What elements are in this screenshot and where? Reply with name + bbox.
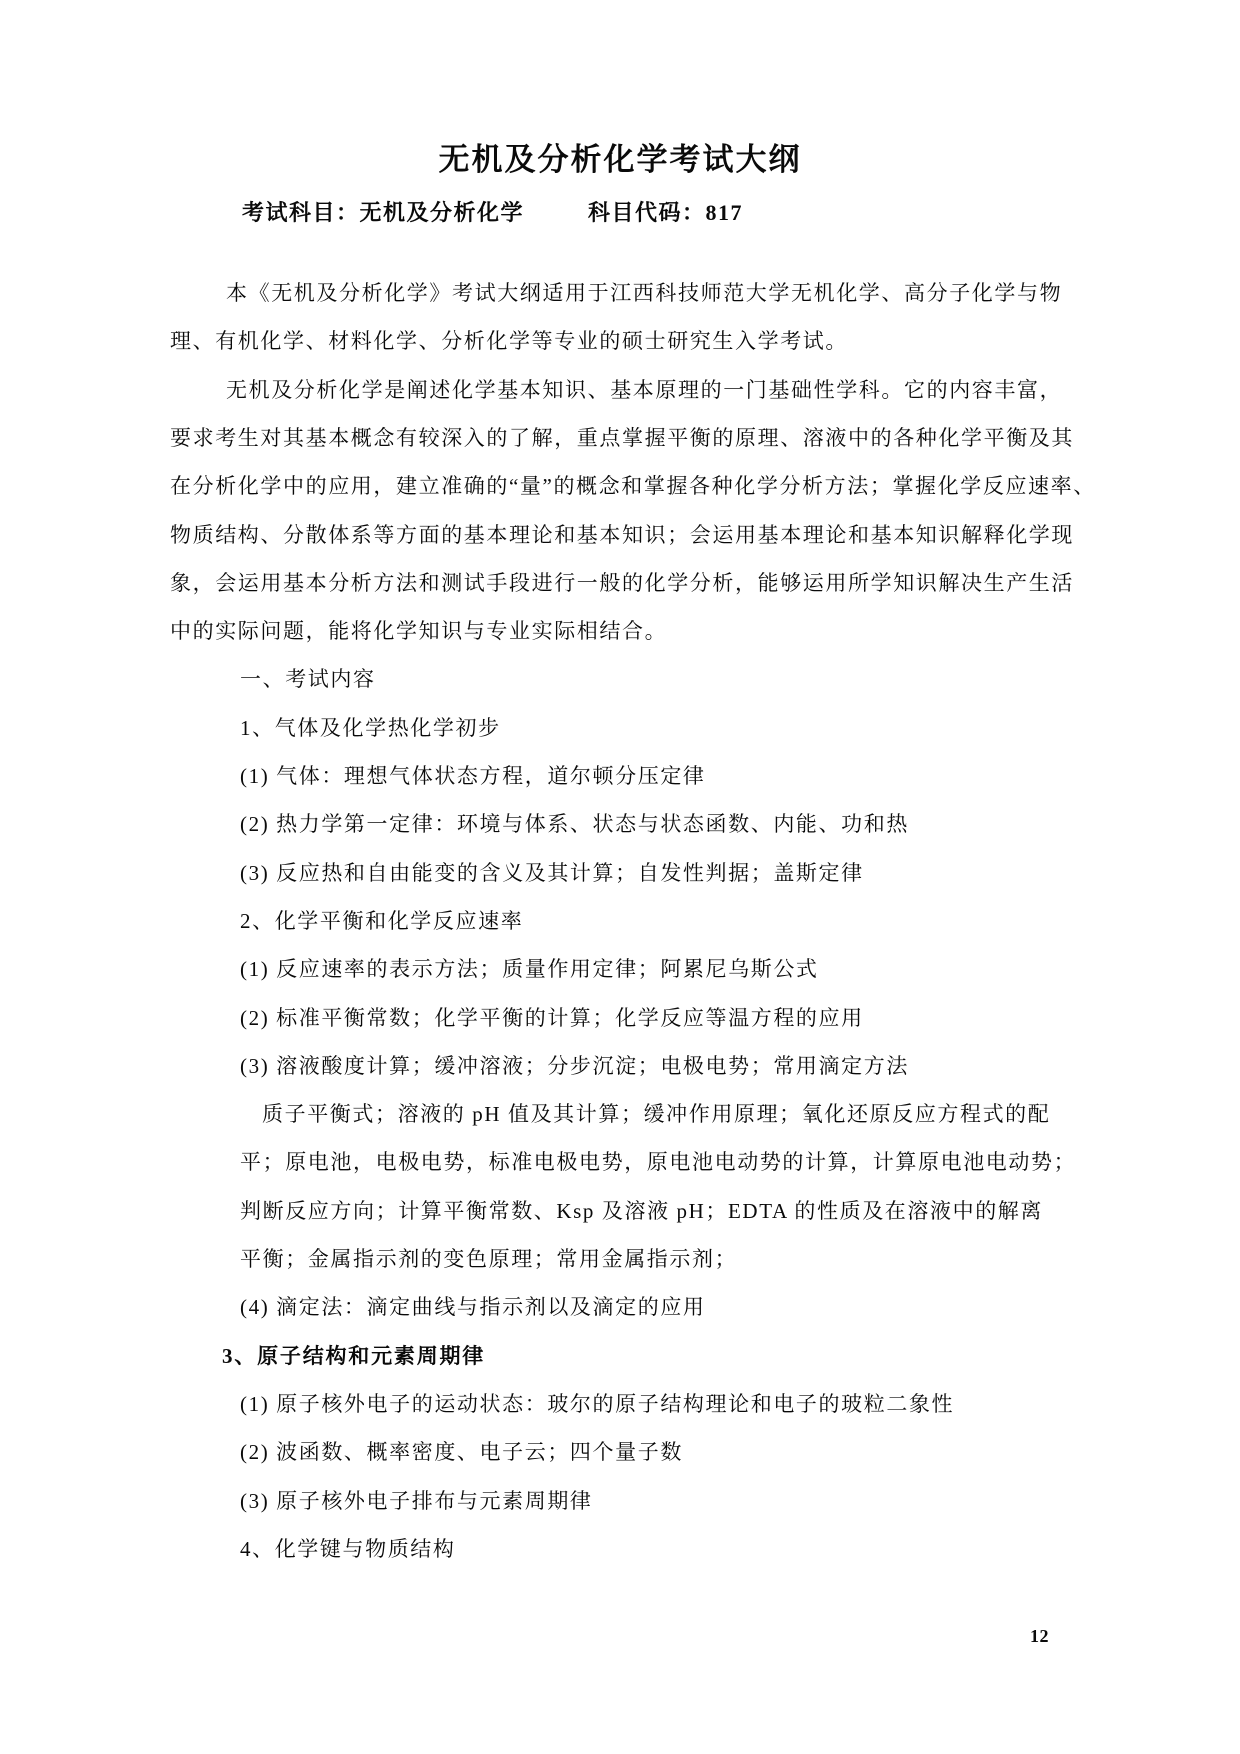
document-line: 象，会运用基本分析方法和测试手段进行一般的化学分析，能够运用所学知识解决生产生活: [170, 571, 1074, 595]
document-line: 4、化学键与物质结构: [240, 1537, 456, 1561]
document-line: (3) 原子核外电子排布与元素周期律: [240, 1489, 593, 1513]
document-line: (3) 溶液酸度计算；缓冲溶液；分步沉淀；电极电势；常用滴定方法: [240, 1054, 909, 1078]
subject-label: 考试科目：无机及分析化学: [242, 200, 525, 225]
document-line: (2) 标准平衡常数；化学平衡的计算；化学反应等温方程的应用: [240, 1006, 864, 1030]
document-line: (1) 反应速率的表示方法；质量作用定律；阿累尼乌斯公式: [240, 957, 819, 981]
document-line: (1) 原子核外电子的运动状态：玻尔的原子结构理论和电子的玻粒二象性: [240, 1392, 955, 1416]
document-line: 质子平衡式；溶液的 pH 值及其计算；缓冲作用原理；氧化还原反应方程式的配: [262, 1102, 1051, 1126]
subject-code-label: 科目代码：817: [588, 200, 744, 225]
document-line: (1) 气体：理想气体状态方程，道尔顿分压定律: [240, 764, 706, 788]
document-line: 平；原电池，电极电势，标准电极电势，原电池电动势的计算，计算原电池电动势；: [240, 1150, 1077, 1174]
document-line: (4) 滴定法：滴定曲线与指示剂以及滴定的应用: [240, 1295, 706, 1319]
document-line: 在分析化学中的应用，建立准确的“量”的概念和掌握各种化学分析方法；掌握化学反应速率、: [170, 474, 1096, 498]
document-line: 平衡；金属指示剂的变色原理；常用金属指示剂；: [240, 1247, 738, 1271]
document-line: 中的实际问题，能将化学知识与专业实际相结合。: [170, 619, 668, 643]
document-title: 无机及分析化学考试大纲: [438, 142, 802, 177]
document-line: (3) 反应热和自由能变的含义及其计算；自发性判据；盖斯定律: [240, 861, 864, 885]
document-line: 本《无机及分析化学》考试大纲适用于江西科技师范大学无机化学、高分子化学与物: [226, 281, 1063, 305]
document-line: 理、有机化学、材料化学、分析化学等专业的硕士研究生入学考试。: [170, 329, 848, 353]
document-line: 无机及分析化学是阐述化学基本知识、基本原理的一门基础性学科。它的内容丰富，: [226, 378, 1063, 402]
document-line: (2) 波函数、概率密度、电子云；四个量子数: [240, 1440, 683, 1464]
page-number: 12: [1030, 1626, 1049, 1646]
document-line: 1、气体及化学热化学初步: [240, 716, 501, 740]
document-line: 2、化学平衡和化学反应速率: [240, 909, 524, 933]
document-line: 物质结构、分散体系等方面的基本理论和基本知识；会运用基本理论和基本知识解释化学现: [170, 523, 1074, 547]
document-line: 判断反应方向；计算平衡常数、Ksp 及溶液 pH；EDTA 的性质及在溶液中的解离: [240, 1199, 1043, 1223]
document-line: 要求考生对其基本概念有较深入的了解，重点掌握平衡的原理、溶液中的各种化学平衡及其: [170, 426, 1074, 450]
document-line: 一、考试内容: [240, 667, 376, 691]
document-line: 3、原子结构和元素周期律: [222, 1344, 486, 1368]
document-line: (2) 热力学第一定律：环境与体系、状态与状态函数、内能、功和热: [240, 812, 909, 836]
